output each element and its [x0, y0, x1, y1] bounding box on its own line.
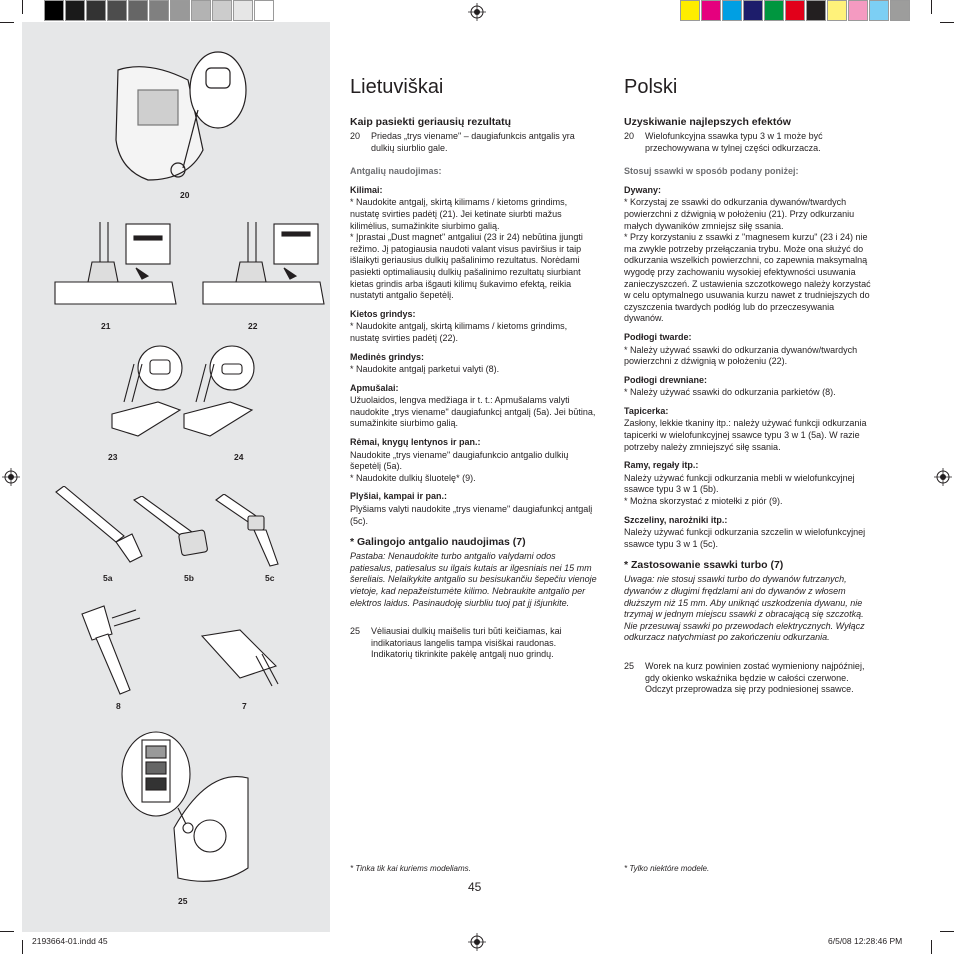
slug-file: 2193664-01.indd 45 — [32, 936, 108, 946]
cmyk-swatch — [743, 0, 763, 21]
item-text: Plyšiams valyti naudokite „trys viename" daugiafunkcį antgalį (5c). — [350, 504, 593, 526]
item-text: * Naudokite antgalį, skirtą kilimams / kietoms grindims, nustatę svirties padėtį (21). Jei ketinate siurbti mažus kilimėlius, sumažinkite siurbimo galią. * Įprastai „Dust magnet" antgaliui (23 ir 24) nebūtina įjungti režimo. Jį patogiausia naudoti valant visus paviršius ir taip išlaikyti geriausius dulkių pašalinimo rezultatus. Norėdami pasiekti optimaliausių dulkių pašalinimo rezultatų siurbiant kietas grindis arba išgauti kilimų šukavimo efektą, reikia nustatyti antgalio šepetėlį. — [350, 197, 583, 301]
item-text: Należy używać funkcji odkurzania szczelin w wielofunkcyjnej ssawce typu 3 w 1 (5c). — [624, 527, 866, 549]
grayscale-swatch — [170, 0, 190, 21]
grayscale-swatch — [107, 0, 127, 21]
slug-date: 6/5/08 12:28:46 PM — [828, 936, 903, 946]
item-heading: Rėmai, knygų lentynos ir pan.: — [350, 437, 481, 448]
figure-label: 5c — [265, 573, 275, 583]
item-text: Užuolaidos, lengva medžiaga ir t. t.: Apmušalams valyti naudokite „trys viename" daugiafunkcį antgalį (5a). Jei būtina, sumažinkite siurbimo galią. — [350, 395, 596, 429]
cmyk-swatch — [806, 0, 826, 21]
registration-mark-icon — [468, 3, 486, 21]
item-heading: Ramy, regały itp.: — [624, 460, 699, 471]
figure-24-dust-magnet-nozzle-illustration — [180, 344, 264, 444]
crop-mark — [940, 931, 954, 932]
turbo-note: Pastaba: Nenaudokite turbo antgalio valydami odos patiesalus, patiesalus su ilgais kutais ar ilgesniais nei 15 mm šereliais. Nelaikykite antgalio su besisukančiu šepečiu vienoje vietoje, kad nepažeistumėte kilimo. Nebraukite antgalio per elektros laidus. Pasinaudoję siurbliu tuoj pat jį išjunkite. — [350, 551, 597, 608]
item-heading: Dywany: — [624, 184, 662, 195]
figure-label: 24 — [234, 452, 244, 462]
cmyk-swatch — [869, 0, 889, 21]
item-heading: Szczeliny, narożniki itp.: — [624, 514, 728, 525]
figure-21-floor-nozzle-illustration — [52, 222, 180, 310]
grayscale-swatch — [254, 0, 274, 21]
crop-mark — [931, 940, 932, 954]
figure-label: 5a — [103, 573, 113, 583]
crop-mark — [22, 940, 23, 954]
figure-label: 23 — [108, 452, 118, 462]
figure-22-floor-nozzle-illustration — [200, 222, 328, 310]
figure-label: 21 — [101, 321, 111, 331]
item-text: * Naudokite antgalį, skirtą kilimams / kietoms grindims, nustatę svirties padėtį (22). — [350, 321, 568, 343]
crop-mark — [0, 22, 14, 23]
figure-25-bag-indicator-illustration — [118, 728, 262, 890]
grayscale-swatch — [44, 0, 64, 21]
item-heading: Medinės grindys: — [350, 351, 425, 362]
crop-mark — [22, 0, 23, 14]
grayscale-swatch — [65, 0, 85, 21]
item-heading: Apmušalai: — [350, 382, 399, 393]
item-heading: Podłogi drewniane: — [624, 374, 708, 385]
footnote: * Tinka tik kai kuriems modeliams. — [350, 864, 471, 873]
crop-mark — [940, 22, 954, 23]
section-heading: Kaip pasiekti geriausių rezultatų — [350, 116, 512, 128]
cmyk-swatch — [848, 0, 868, 21]
crop-mark — [0, 931, 14, 932]
figure-7-turbo-nozzle-illustration — [196, 626, 284, 694]
turbo-heading: * Galingojo antgalio naudojimas (7) — [350, 536, 526, 549]
figure-label: 22 — [248, 321, 258, 331]
grayscale-swatch — [149, 0, 169, 21]
page-number: 45 — [468, 880, 482, 894]
turbo-heading: * Zastosowanie ssawki turbo (7) — [624, 559, 784, 572]
figure-label: 5b — [184, 573, 194, 583]
grayscale-swatch — [128, 0, 148, 21]
item-text: Zasłony, lekkie tkaniny itp.: należy używać funkcji odkurzania tapicerki w wielofunkcyjnej ssawce typu 3 w 1 (5a). W razie potrzeby należy zmniejszyć siłę ssania. — [624, 418, 867, 452]
footnote: * Tylko niektóre modele. — [624, 864, 710, 873]
polish-column — [624, 76, 872, 696]
item-heading: Plyšiai, kampai ir pan.: — [350, 491, 448, 502]
item-text: * Korzystaj ze ssawki do odkurzania dywanów/twardych powierzchni z dźwignią w położeniu (21). Przy odkurzaniu małych dywaników zmniejsz siłę ssania. * Przy korzystaniu z ssawki z "magnesem kurzu" (23 i 24) nie ma zwykle potrzeby przełączania trybu. Może ona służyć do odkurzania wszelkich powierzchni, co zapewnia maksymalną wygodę przy zachowaniu wysokiej efektywności usuwania zanieczyszczeń. Z ustawienia szczotkowego należy korzystać w celu optymalnego usuwania kurzu nawet z trudniejszych do czyszczenia twardych podłóg lub do przeczesywania dywanów. — [624, 197, 871, 324]
item-text: * Należy używać ssawki do odkurzania parkietów (8). — [624, 387, 836, 398]
cmyk-swatch — [701, 0, 721, 21]
figure-label: 7 — [242, 701, 247, 711]
grayscale-swatch — [233, 0, 253, 21]
section-title: Lietuviškai — [350, 76, 444, 98]
numbered-paragraph: 20 Wielofunkcyjna ssawka typu 3 w 1 może być przechowywana w tylnej części odkurzacza. — [624, 131, 823, 153]
item-text: Należy używać funkcji odkurzania mebli w wielofunkcyjnej ssawce typu 3 w 1 (5b). * Można skorzystać z miotełki z piór (9). — [624, 472, 855, 507]
cmyk-swatch — [890, 0, 910, 21]
registration-mark-icon — [934, 468, 952, 486]
cmyk-swatch — [785, 0, 805, 21]
item-text: * Naudokite antgalį parketui valyti (8). — [350, 364, 500, 375]
crop-mark — [931, 0, 932, 14]
subheading: Stosuj ssawki w sposób podany poniżej: — [624, 166, 799, 177]
figure-label: 20 — [180, 190, 190, 200]
lithuanian-column — [350, 76, 598, 661]
grayscale-swatch — [212, 0, 232, 21]
cmyk-swatch — [722, 0, 742, 21]
subheading: Antgalių naudojimas: — [350, 166, 442, 177]
item-heading: Kietos grindys: — [350, 308, 416, 319]
item-heading: Kilimai: — [350, 184, 383, 195]
registration-mark-icon — [2, 468, 20, 486]
numbered-paragraph: 25 Vėliausiai dulkių maišelis turi būti keičiamas, kai indikatoriaus langelis tampa visiškai raudonas. Indikatorių tikrinkite pakėlę antgalį nuo grindų. — [350, 626, 562, 660]
item-text: * Należy używać ssawki do odkurzania dywanów/twardych powierzchni z dźwignią w położeniu (22). — [624, 344, 858, 367]
figure-8-parquet-nozzle-illustration — [76, 604, 148, 696]
cmyk-swatch — [764, 0, 784, 21]
grayscale-swatch — [86, 0, 106, 21]
figure-label: 8 — [116, 701, 121, 711]
figure-5c-tool-illustration — [214, 494, 294, 568]
item-heading: Podłogi twarde: — [624, 331, 692, 342]
item-heading: Tapicerka: — [624, 405, 669, 416]
registration-mark-icon — [468, 933, 486, 951]
cmyk-swatch — [827, 0, 847, 21]
turbo-note: Uwaga: nie stosuj ssawki turbo do dywanów futrzanych, dywanów z długimi frędzlami ani do dywanów z włosem dłuższym niż 15 mm. Aby uniknąć uszkodzenia dywanu, nie trzymaj w jednym miejscu ssawki z obracającą się szczotką. Nie przesuwaj ssawki po przewodach elektrycznych. Wyłącz odkurzacz natychmiast po zakończeniu odkurzania. — [624, 574, 865, 643]
item-text: Naudokite „trys viename" daugiafunkcio antgalio dulkių šepetėlį (5a). * Naudokite dulkių šluotelę* (9). — [350, 449, 569, 483]
grayscale-swatch — [191, 0, 211, 21]
section-heading: Uzyskiwanie najlepszych efektów — [624, 116, 791, 128]
figure-5b-tool-illustration — [132, 496, 214, 562]
figure-20-vacuum-rear-illustration — [108, 50, 248, 190]
numbered-paragraph: 20 Priedas „trys viename" – daugiafunkcis antgalis yra dulkių siurblio gale. — [350, 131, 575, 153]
cmyk-swatch — [680, 0, 700, 21]
numbered-paragraph: 25 Worek na kurz powinien zostać wymieniony najpóźniej, gdy okienko wskaźnika będzie w całości czerwone. Odczyt przeprowadza się przy podniesionej ssawce. — [624, 660, 865, 695]
figure-label: 25 — [178, 896, 188, 906]
section-title: Polski — [624, 76, 678, 98]
